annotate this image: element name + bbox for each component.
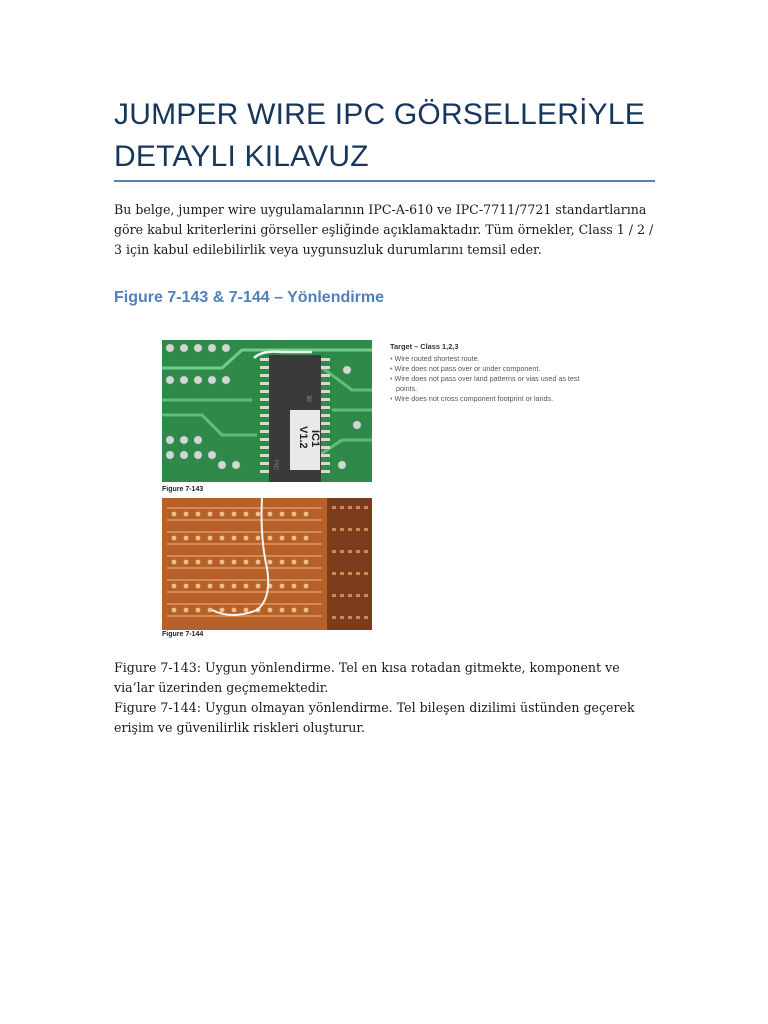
title-line-1: JUMPER WIRE IPC GÖRSELLERİYLE: [114, 98, 645, 131]
page-title: [114, 94, 654, 178]
figure-descriptions: [114, 658, 659, 738]
target-item: • Wire does not cross component footprint or lands.: [390, 394, 554, 403]
figure-block: [162, 340, 622, 640]
chip-label-version: V1.2: [297, 426, 309, 449]
figure-7-143-description: Figure 7-143: Uygun yönlendirme. Tel en kısa rotadan gitmekte, komponent ve via’lar üzerinden geçmemektedir.: [114, 660, 620, 695]
target-item: • Wire routed shortest route.: [390, 354, 480, 363]
target-item: • Wire does not pass over land patterns or vias used as test points.: [390, 374, 580, 393]
intro-paragraph: Bu belge, jumper wire uygulamalarının IPC-A-610 ve IPC-7711/7721 standartlarına göre kabul kriterlerini görseller eşliğinde açıklamaktadır. Tüm örnekler, Class 1 / 2 / 3 için kabul edilebilirlik veya uygunsuzluk durumlarını temsil eder.: [114, 202, 654, 257]
target-item: • Wire does not pass over or under component.: [390, 364, 541, 373]
title-line-2: DETAYLI KILAVUZ: [114, 140, 369, 173]
target-title: Target – Class 1,2,3: [390, 342, 459, 351]
figure-7-144-description: Figure 7-144: Uygun olmayan yönlendirme. Tel bileşen dizilimi üstünden geçerek erişim ve güvenilirlik riskleri oluşturur.: [114, 700, 635, 735]
chip-label-ic1: IC1: [309, 430, 321, 448]
section-heading: Figure 7-143 & 7-144 – Yönlendirme: [114, 289, 385, 306]
chip-maker-mark: PIC: [272, 460, 278, 471]
figure-7-143-label: Figure 7-143: [162, 486, 204, 493]
figure-7-143-photo: [162, 340, 372, 482]
figure-7-144-label: Figure 7-144: [162, 631, 204, 638]
figure-7-144-photo: [162, 498, 372, 630]
target-list: [390, 354, 622, 404]
chip-pin-mark: 30: [305, 395, 311, 402]
target-criteria: [390, 342, 622, 404]
title-underline: [114, 180, 655, 182]
